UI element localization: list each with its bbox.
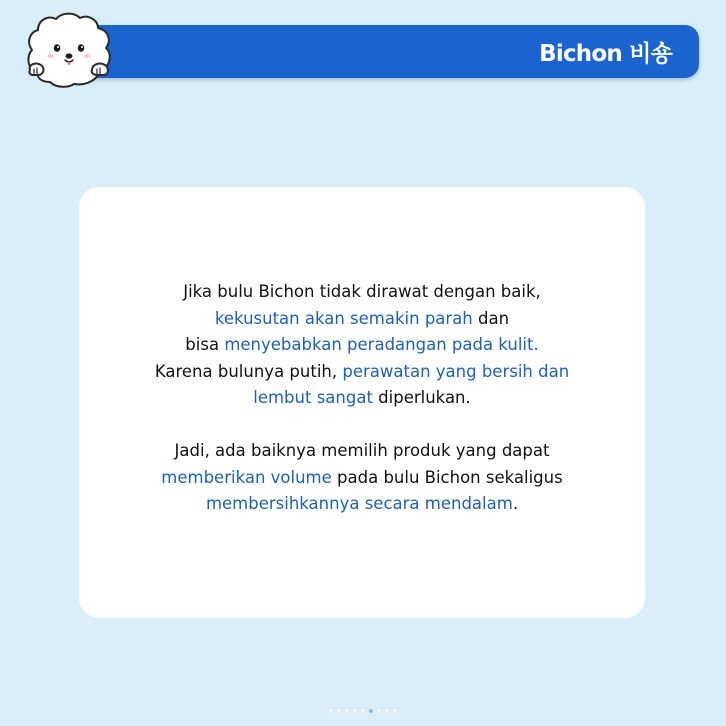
highlighted-text: lembut sangat — [253, 388, 373, 408]
text-line — [79, 332, 645, 359]
text-line — [79, 465, 645, 492]
page-dot-active — [369, 709, 373, 713]
card-paragraph — [79, 279, 645, 412]
text-line — [79, 279, 645, 306]
highlighted-text: memberikan volume — [161, 467, 332, 487]
body-text: . — [512, 494, 519, 514]
page-dot — [361, 709, 365, 713]
bichon-dog-icon — [24, 12, 116, 92]
header-bar — [62, 25, 699, 78]
body-text: Jika bulu Bichon tidak dirawat dengan baik, — [183, 282, 541, 301]
page-dot — [329, 709, 333, 713]
highlighted-text: perawatan yang bersih dan — [342, 361, 570, 381]
page-dot — [353, 709, 357, 713]
card-paragraph — [79, 438, 645, 518]
card-text — [79, 279, 645, 518]
highlighted-text: membersihkannya secara mendalam — [205, 494, 513, 514]
page-dot — [393, 709, 397, 713]
page-dot — [377, 709, 381, 713]
body-text: bisa — [185, 335, 225, 355]
text-line — [79, 491, 645, 518]
body-text: Karena bulunya putih, — [154, 361, 343, 381]
page-dot — [385, 709, 389, 713]
text-line — [79, 359, 645, 386]
highlighted-text: menyebabkan peradangan pada kulit. — [224, 335, 539, 355]
text-line — [79, 438, 645, 465]
page-indicator — [0, 709, 726, 713]
body-text: Jadi, ada baiknya memilih produk yang dapat — [174, 440, 550, 460]
body-text: dan — [472, 308, 510, 328]
body-text: pada bulu Bichon sekaligus — [331, 467, 563, 487]
page-dot — [345, 709, 349, 713]
page-dot — [337, 709, 341, 713]
info-card — [79, 187, 645, 618]
text-line — [79, 385, 645, 412]
brand-title: Bichon 비숑 — [539, 41, 672, 67]
text-line — [79, 306, 645, 333]
highlighted-text: kekusutan akan semakin parah — [214, 308, 473, 328]
body-text: diperlukan. — [372, 388, 471, 408]
